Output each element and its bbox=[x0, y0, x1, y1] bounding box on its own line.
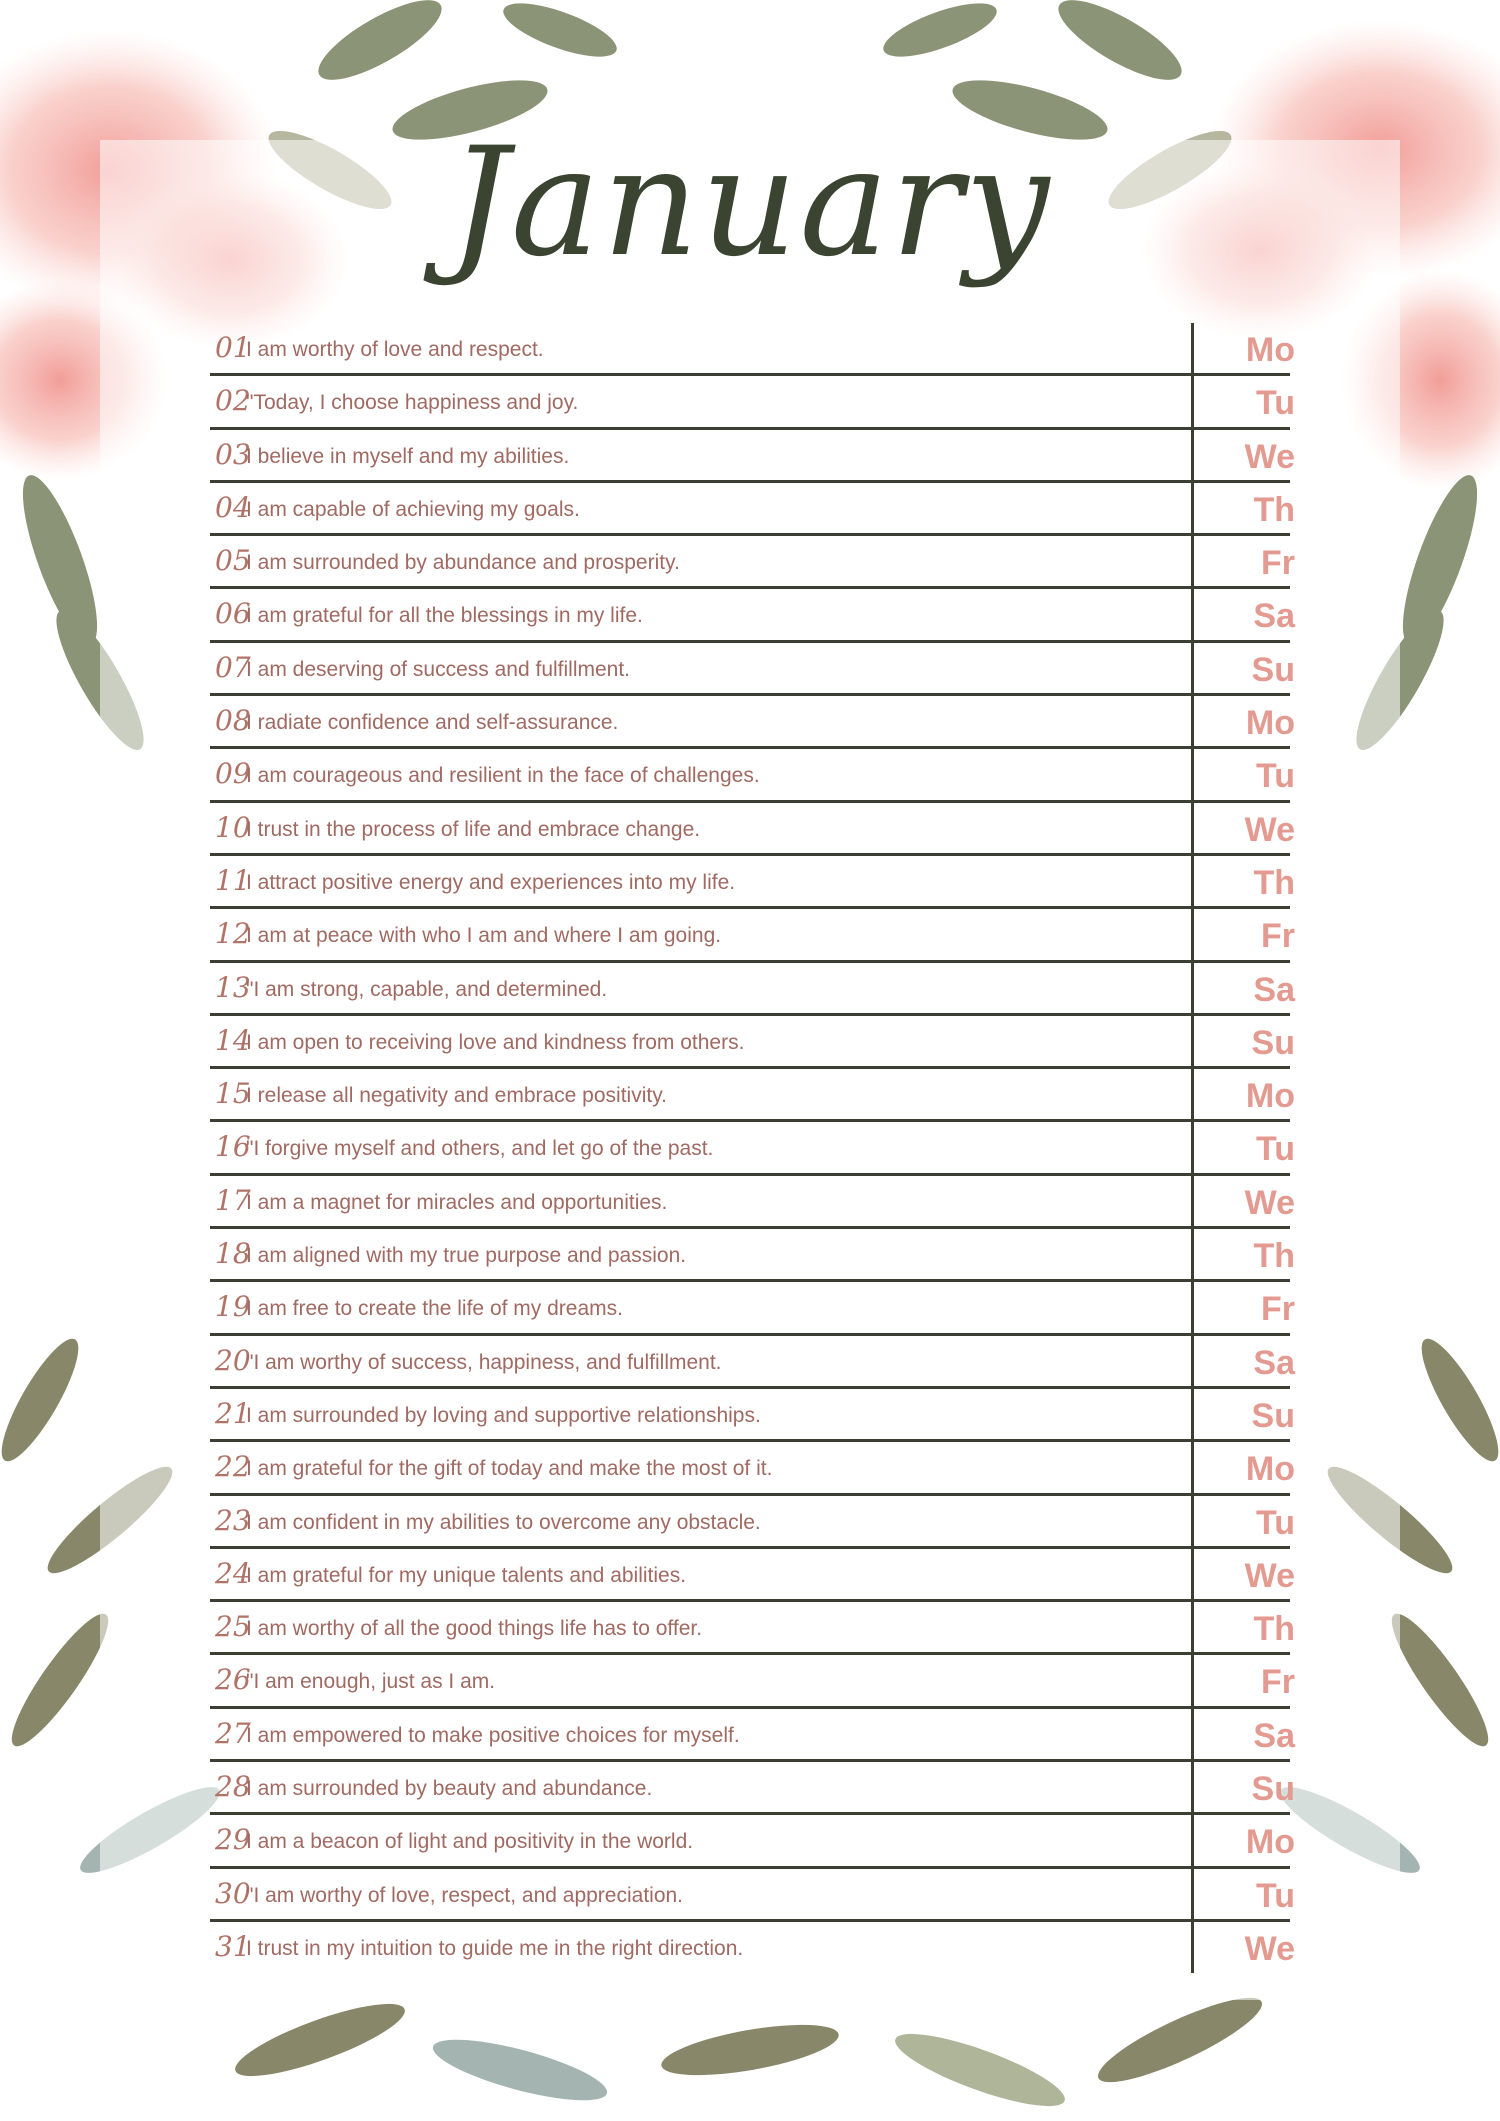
calendar-row bbox=[210, 1762, 1295, 1815]
weekday-label: Sa bbox=[1253, 597, 1295, 636]
affirmation-text: I am worthy of all the good things life has to offer. bbox=[246, 1617, 703, 1641]
weekday-label: Th bbox=[1253, 1610, 1295, 1649]
affirmation-text: I am surrounded by loving and supportive relationships. bbox=[246, 1403, 761, 1427]
affirmation-text: I am grateful for my unique talents and abilities. bbox=[246, 1563, 687, 1587]
affirmation-text: I am grateful for all the blessings in my life. bbox=[246, 604, 643, 628]
day-number: 02 bbox=[215, 384, 251, 418]
calendar-row bbox=[210, 1229, 1295, 1282]
calendar-row bbox=[210, 803, 1295, 856]
calendar-row bbox=[210, 1336, 1295, 1389]
affirmation-text: I am a beacon of light and positivity in the world. bbox=[246, 1830, 694, 1854]
day-number: 09 bbox=[215, 757, 251, 791]
affirmation-text: I am a magnet for miracles and opportunities. bbox=[246, 1190, 668, 1214]
weekday-label: Th bbox=[1253, 1237, 1295, 1276]
weekday-label: Th bbox=[1253, 490, 1295, 529]
day-number: 29 bbox=[215, 1823, 251, 1857]
day-number: 01 bbox=[215, 331, 251, 364]
weekday-label: Mo bbox=[1245, 1077, 1295, 1116]
day-number: 04 bbox=[215, 490, 251, 524]
weekday-label: Mo bbox=[1245, 704, 1295, 743]
day-number: 07 bbox=[215, 650, 251, 684]
affirmation-text: "Today, I choose happiness and joy. bbox=[246, 391, 579, 415]
calendar-row bbox=[210, 749, 1295, 802]
weekday-label: Fr bbox=[1261, 1290, 1295, 1329]
day-number: 06 bbox=[215, 597, 251, 631]
weekday-label: We bbox=[1244, 1556, 1295, 1595]
affirmation-text: I am grateful for the gift of today and make the most of it. bbox=[246, 1457, 773, 1481]
calendar-row bbox=[210, 1016, 1295, 1069]
day-number: 05 bbox=[215, 544, 251, 578]
day-number: 03 bbox=[215, 437, 251, 471]
affirmation-text: I am worthy of love and respect. bbox=[246, 338, 544, 361]
calendar-row bbox=[210, 1282, 1295, 1335]
day-number: 13 bbox=[215, 970, 251, 1004]
calendar-row bbox=[210, 483, 1295, 536]
affirmation-text: "I forgive myself and others, and let go of the past. bbox=[246, 1137, 714, 1161]
affirmation-text: I am surrounded by beauty and abundance. bbox=[246, 1777, 653, 1801]
day-number: 28 bbox=[215, 1770, 251, 1804]
calendar-row bbox=[210, 1442, 1295, 1495]
day-number: 30 bbox=[215, 1876, 251, 1910]
day-number: 08 bbox=[215, 704, 251, 738]
calendar-row bbox=[210, 1496, 1295, 1549]
day-number: 14 bbox=[215, 1023, 251, 1057]
weekday-label: Mo bbox=[1245, 1823, 1295, 1862]
affirmation-text: I trust in my intuition to guide me in the right direction. bbox=[246, 1936, 744, 1960]
weekday-label: Fr bbox=[1261, 544, 1295, 583]
weekday-label: Sa bbox=[1253, 970, 1295, 1009]
calendar-row bbox=[210, 1122, 1295, 1175]
day-number: 16 bbox=[215, 1130, 251, 1164]
calendar-row bbox=[210, 1655, 1295, 1708]
calendar-row bbox=[210, 589, 1295, 642]
calendar-row bbox=[210, 909, 1295, 962]
affirmation-text: I am deserving of success and fulfillment. bbox=[246, 657, 631, 681]
affirmation-text: I am aligned with my true purpose and passion. bbox=[246, 1244, 687, 1268]
day-number: 20 bbox=[215, 1343, 251, 1377]
affirmation-text: "I am worthy of love, respect, and appreciation. bbox=[246, 1883, 684, 1907]
affirmation-list bbox=[210, 323, 1295, 1975]
day-number: 23 bbox=[215, 1503, 251, 1537]
affirmation-text: "I am strong, capable, and determined. bbox=[246, 977, 608, 1001]
weekday-label: We bbox=[1244, 1929, 1295, 1968]
day-number: 17 bbox=[215, 1183, 251, 1217]
day-number: 24 bbox=[215, 1556, 251, 1590]
weekday-label: We bbox=[1244, 810, 1295, 849]
affirmation-text: I am capable of achieving my goals. bbox=[246, 497, 580, 521]
weekday-label: Sa bbox=[1253, 1716, 1295, 1755]
weekday-label: Su bbox=[1251, 1023, 1295, 1062]
weekday-label: Fr bbox=[1261, 917, 1295, 956]
calendar-row bbox=[210, 963, 1295, 1016]
weekday-label: Tu bbox=[1255, 384, 1295, 423]
calendar-row bbox=[210, 1602, 1295, 1655]
month-title: January bbox=[448, 116, 1052, 290]
weekday-label: We bbox=[1244, 1183, 1295, 1222]
weekday-label: Tu bbox=[1255, 1503, 1295, 1542]
calendar-row bbox=[210, 1709, 1295, 1762]
calendar-row bbox=[210, 323, 1295, 376]
affirmation-text: I am empowered to make positive choices for myself. bbox=[246, 1723, 740, 1747]
weekday-label: Su bbox=[1251, 1770, 1295, 1809]
calendar-row bbox=[210, 643, 1295, 696]
day-number: 15 bbox=[215, 1077, 251, 1111]
calendar-row bbox=[210, 696, 1295, 749]
calendar-row bbox=[210, 1389, 1295, 1442]
weekday-label: Mo bbox=[1245, 331, 1295, 369]
day-number: 22 bbox=[215, 1450, 251, 1484]
affirmation-text: I trust in the process of life and embrace change. bbox=[246, 817, 701, 841]
weekday-label: Su bbox=[1251, 650, 1295, 689]
affirmation-text: I am surrounded by abundance and prosperity. bbox=[246, 551, 680, 575]
calendar-row bbox=[210, 1176, 1295, 1229]
day-number: 27 bbox=[215, 1716, 251, 1750]
calendar-row bbox=[210, 1815, 1295, 1868]
affirmation-text: I believe in myself and my abilities. bbox=[246, 444, 570, 468]
affirmation-text: I radiate confidence and self-assurance. bbox=[246, 711, 619, 735]
day-number: 19 bbox=[215, 1290, 251, 1324]
calendar-row bbox=[210, 1069, 1295, 1122]
weekday-label: Fr bbox=[1261, 1663, 1295, 1702]
affirmation-text: I am at peace with who I am and where I am going. bbox=[246, 924, 722, 948]
affirmation-text: I am courageous and resilient in the face of challenges. bbox=[246, 764, 760, 788]
weekday-label: Tu bbox=[1255, 757, 1295, 796]
affirmation-text: I am confident in my abilities to overcome any obstacle. bbox=[246, 1510, 761, 1534]
day-number: 25 bbox=[215, 1610, 251, 1644]
weekday-label: Th bbox=[1253, 863, 1295, 902]
weekday-label: Mo bbox=[1245, 1450, 1295, 1489]
affirmation-text: I am open to receiving love and kindness from others. bbox=[246, 1030, 745, 1054]
day-number: 31 bbox=[215, 1929, 251, 1963]
calendar-row bbox=[210, 376, 1295, 429]
calendar-row bbox=[210, 1922, 1295, 1975]
weekday-label: Tu bbox=[1255, 1130, 1295, 1169]
affirmation-text: I attract positive energy and experiences into my life. bbox=[246, 870, 736, 894]
affirmation-text: "I am enough, just as I am. bbox=[246, 1670, 496, 1694]
calendar-row bbox=[210, 1869, 1295, 1922]
weekday-label: Tu bbox=[1255, 1876, 1295, 1915]
calendar-row bbox=[210, 1549, 1295, 1602]
day-number: 11 bbox=[215, 863, 251, 897]
day-number: 21 bbox=[215, 1396, 251, 1430]
affirmation-text: "I am worthy of success, happiness, and fulfillment. bbox=[246, 1350, 722, 1374]
calendar-row bbox=[210, 856, 1295, 909]
calendar-row bbox=[210, 536, 1295, 589]
calendar-row bbox=[210, 430, 1295, 483]
weekday-label: We bbox=[1244, 437, 1295, 476]
day-number: 26 bbox=[215, 1663, 251, 1697]
affirmation-text: I am free to create the life of my dreams. bbox=[246, 1297, 623, 1321]
affirmation-text: I release all negativity and embrace positivity. bbox=[246, 1084, 667, 1108]
day-number: 10 bbox=[215, 810, 251, 844]
day-number: 12 bbox=[215, 917, 251, 951]
weekday-label: Sa bbox=[1253, 1343, 1295, 1382]
day-number: 18 bbox=[215, 1237, 251, 1271]
weekday-label: Su bbox=[1251, 1396, 1295, 1435]
